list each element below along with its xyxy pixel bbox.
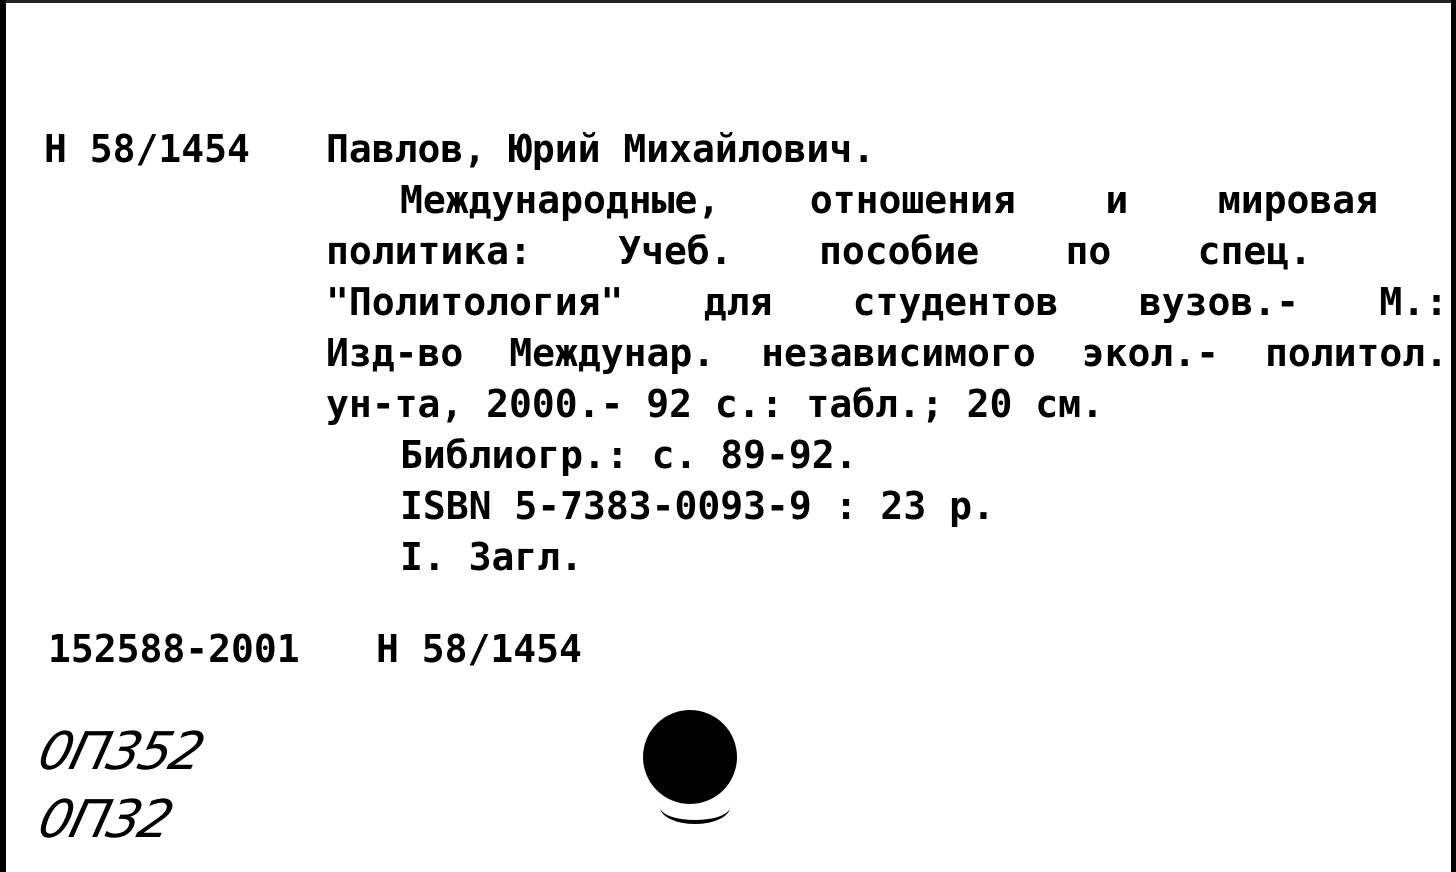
added-entry: I. Загл. [400,535,584,579]
imprint-line: ун-та, 2000.- 92 с.: табл.; 20 см. [326,382,1104,426]
card-edge-right [1451,0,1456,872]
handwritten-note-2: 0П32 [32,790,178,850]
call-number: Н 58/1454 [44,127,250,171]
author-heading: Павлов, Юрий Михайлович. [326,127,876,171]
call-number-bottom: Н 58/1454 [376,627,582,671]
title-line-1: Международные, отношения и мировая [400,178,1378,222]
inventory-number: 152588-2001 [48,627,300,671]
title-line-3: "Политология" для студентов вузов.- М.: [326,280,1448,324]
card-edge-top [0,0,1456,3]
card-edge-left [0,0,6,872]
bibliography-note: Библиогр.: с. 89-92. [400,433,858,477]
title-line-4: Изд-во Междунар. независимого экол.- политол. [326,331,1448,375]
isbn-line: ISBN 5-7383-0093-9 : 23 р. [400,484,995,528]
title-line-2: политика: Учеб. пособие по спец. [326,229,1312,273]
handwritten-note-1: 0П352 [32,722,209,782]
punch-hole-shadow [660,790,730,824]
